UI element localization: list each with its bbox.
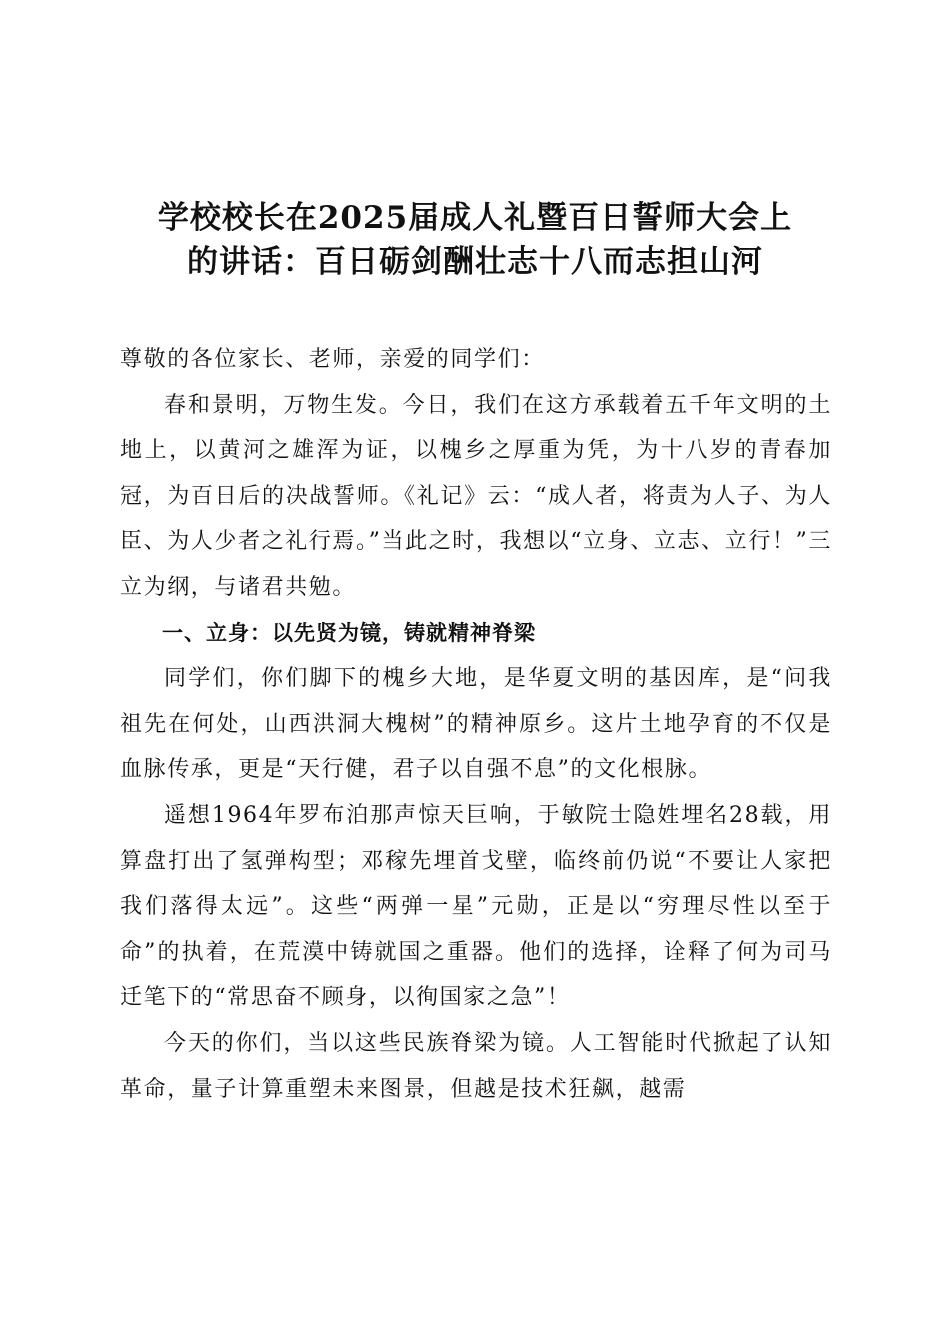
title-line-2: 的讲话：百日砺剑酬壮志十八而志担山河 [187, 244, 763, 280]
paragraph: 同学们，你们脚下的槐乡大地，是华夏文明的基因库，是“问我祖先在何处，山西洪洞大槐树”的精神原乡。这片土地孕育的不仅是血脉传承，更是“天行健，君子以自强不息”的文化根脉。 [120, 666, 832, 783]
section-heading-1: 一、立身：以先贤为镜，铸就精神脊梁 [162, 620, 536, 645]
salutation: 尊敬的各位家长、老师，亲爱的同学们： [120, 347, 545, 372]
document-body [120, 337, 832, 1112]
document-title [100, 196, 850, 284]
paragraph: 遥想1964年罗布泊那声惊天巨响，于敏院士隐姓埋名28载，用算盘打出了氢弹构型；邓稼先埋首戈壁，临终前仍说“不要让人家把我们落得太远”。这些“两弹一星”元勋，正是以“穷理尽性以至于命”的执着，在荒漠中铸就国之重器。他们的选择，诠释了何为司马迁笔下的“常思奋不顾身，以徇国家之急”！ [120, 802, 832, 1011]
title-line-1: 学校校长在2025届成人礼暨百日誓师大会上 [157, 200, 793, 236]
paragraph-opening: 春和景明，万物生发。今日，我们在这方承载着五千年文明的土地上，以黄河之雄浑为证，以槐乡之厚重为凭，为十八岁的青春加冠，为百日后的决战誓师。《礼记》云：“成人者，将责为人子、为人臣、为人少者之礼行焉。”当此之时，我想以“立身、立志、立行！”三立为纲，与诸君共勉。 [120, 392, 832, 600]
paragraph: 今天的你们，当以这些民族脊梁为镜。人工智能时代掀起了认知革命，量子计算重塑未来图景，但越是技术狂飙，越需 [120, 1030, 832, 1102]
